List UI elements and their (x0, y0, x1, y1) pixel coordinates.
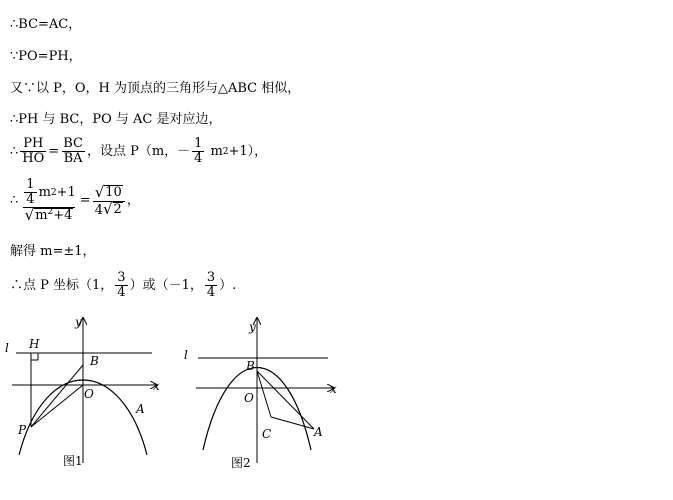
fraction-three-quarters (115, 271, 127, 300)
radicand (34, 208, 73, 223)
point-p-prefix: ∴点 P 坐标（1， (10, 277, 114, 293)
figure-2-caption: 图2 (231, 456, 251, 470)
label-x: x (330, 382, 337, 396)
radicand: 10 (105, 184, 122, 200)
big-fraction-denominator (23, 207, 76, 224)
m-variable: m (35, 208, 48, 223)
fraction-denominator: BA (63, 151, 83, 166)
big-fraction-numerator: $\frac{1}{4}$ m 2 +1 (26, 177, 76, 207)
m-variable: m (210, 143, 223, 159)
coordinates-tail: ）. (219, 277, 237, 293)
label-o: O (84, 387, 94, 401)
radical-sign: √ (94, 182, 105, 201)
label-h: H (29, 337, 40, 351)
line-8-coordinates (10, 271, 236, 300)
therefore-symbol: ∴ (10, 143, 19, 159)
comma: ， (126, 193, 140, 208)
line-4: ∴PH 与 BC，PO 与 AC 是对应边， (10, 112, 222, 127)
line-6-equation (10, 178, 140, 224)
or-text: ）或（－1， (129, 277, 203, 293)
plus-four: +4 (53, 208, 73, 223)
radical-sign: √ (102, 199, 113, 218)
fraction-numerator (93, 182, 125, 201)
fraction-denominator: 4 (117, 285, 126, 300)
label-p: P (18, 423, 27, 437)
segment-po (31, 385, 83, 427)
plus-one: +1 (56, 184, 76, 200)
figure-1 (0, 315, 160, 475)
label-x: x (153, 379, 160, 393)
figure-2 (180, 315, 340, 475)
label-y: y (249, 320, 256, 334)
fraction-numerator: 3 (117, 270, 126, 285)
point-tail: +1）， (228, 143, 268, 159)
fraction-three-quarters (205, 271, 217, 300)
m-variable: m (38, 184, 51, 200)
line-3: 又∵以 P，O，H 为顶点的三角形与△ABC 相似， (10, 81, 301, 96)
label-l: l (184, 348, 188, 362)
line-5-ratio: ∴ $\frac{PH}{HO}$ = $\frac{BC}{BA}$ ，设点 P（m，－ $\frac{1}{4}$ m 2 +1）， (10, 136, 268, 166)
label-b: B (90, 354, 99, 368)
label-a: A (314, 425, 323, 439)
fraction-denominator: 4 (206, 285, 216, 300)
segment-pb (31, 365, 83, 427)
fraction-denominator: 4 (194, 151, 203, 166)
fraction-numerator: 1 (26, 177, 35, 192)
fraction-numerator: 3 (206, 270, 216, 285)
therefore-symbol: ∴ (10, 193, 19, 208)
fraction-one-quarter (24, 178, 36, 207)
fraction-denominator: 4 (26, 192, 35, 207)
fraction-numerator: BC (63, 136, 83, 151)
fraction-ph-ho (20, 137, 46, 166)
big-fraction-left (20, 178, 78, 224)
radical-sign: √ (24, 206, 35, 224)
fraction-bc-ba (61, 137, 85, 166)
exponent: 2 (47, 207, 54, 217)
fraction-denominator: HO (22, 151, 45, 166)
fraction-sqrt-ratio (93, 182, 125, 218)
label-y: y (75, 315, 82, 329)
coefficient: 4 (94, 202, 103, 218)
fraction-numerator: 1 (194, 136, 203, 151)
line-7: 解得 m=±1， (10, 244, 96, 259)
set-point-text: ，设点 P（m，－ (86, 143, 191, 159)
equals-sign: = (48, 143, 60, 159)
fraction-numerator: PH (23, 136, 44, 151)
label-b: B (246, 359, 255, 373)
fraction-denominator (93, 201, 125, 218)
fraction-one-quarter (192, 137, 204, 166)
line-2: ∵PO=PH， (10, 49, 82, 64)
equals-sign: = (79, 193, 91, 208)
square-root (102, 199, 123, 218)
label-l: l (5, 341, 9, 355)
figure-1-caption: 图1 (63, 454, 83, 468)
line-1: ∴BC=AC， (10, 17, 82, 32)
radicand: 2 (113, 201, 122, 217)
square-root (25, 208, 74, 223)
square-root (94, 182, 123, 201)
right-angle-mark (31, 353, 38, 360)
label-c: C (262, 427, 272, 441)
label-o: O (244, 391, 254, 405)
label-a: A (136, 402, 145, 416)
